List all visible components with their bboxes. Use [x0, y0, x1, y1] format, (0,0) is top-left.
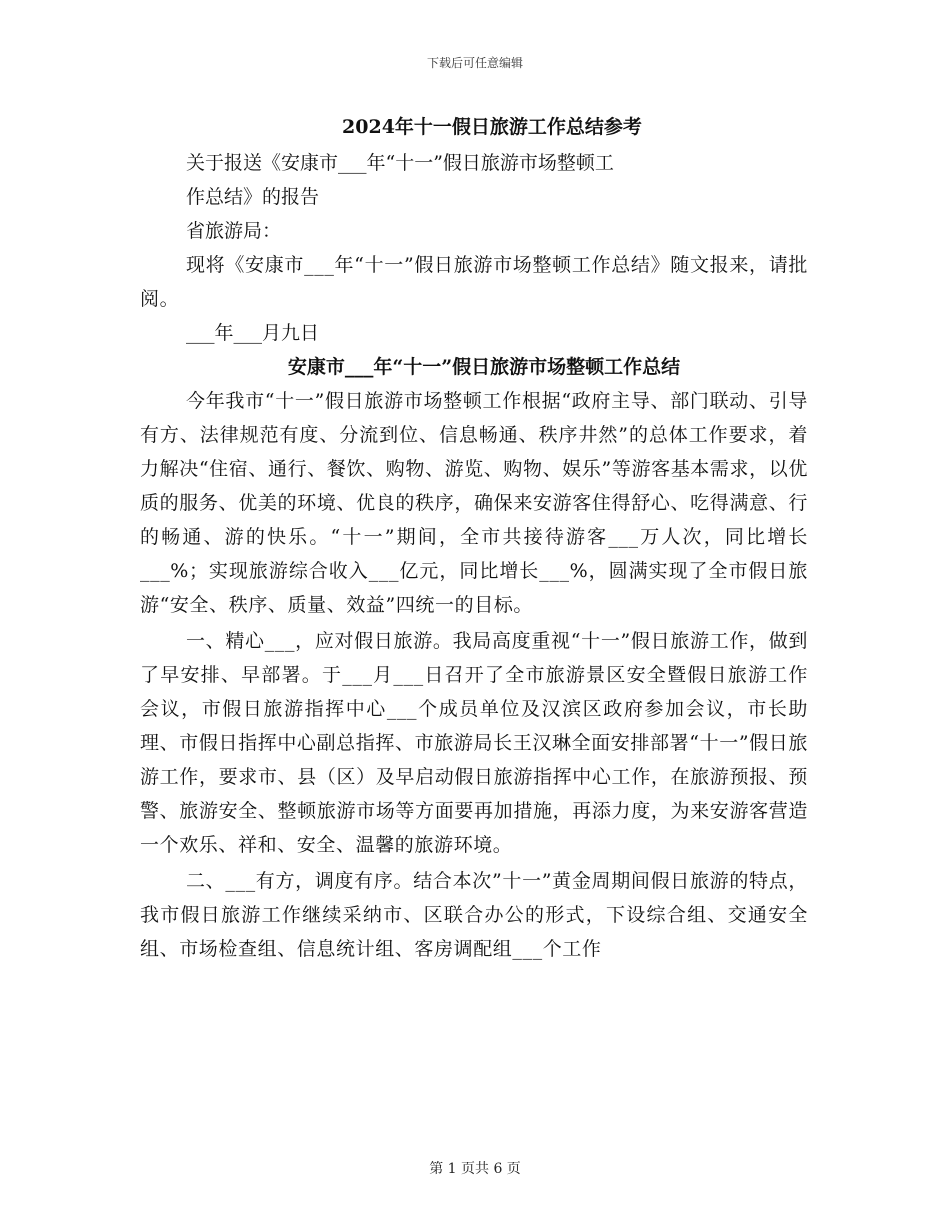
- summary-title: 安康市___年“十一”假日旅游市场整顿工作总结: [287, 356, 681, 378]
- page-header-note: 下载后可任意编辑: [426, 56, 523, 70]
- report-title-line-2: 作总结》的报告: [186, 186, 320, 208]
- document-title: 2024年十一假日旅游工作总结参考: [342, 116, 642, 138]
- body-paragraph-3: 二、___有方，调度有序。结合本次”十一”黄金周期间假日旅游的特点，我市假日旅游工作继续采纳市、区联合办公的形式，下设综合组、交通安全组、市场检查组、信息统计组、客房调配组___个工作: [140, 870, 808, 960]
- report-date: ___年___月九日: [186, 322, 320, 344]
- report-title-line-1: 关于报送《安康市___年“十一”假日旅游市场整顿工: [186, 152, 614, 174]
- body-paragraph-2: 一、精心___，应对假日旅游。我局高度重视“十一”假日旅游工作，做到了早安排、早部署。于___月___日召开了全市旅游景区安全暨假日旅游工作会议，市假日旅游指挥中心___个成员单位及汉滨区政府参加会议，市长助理、市假日指挥中心副总指挥、市旅游局长王汉琳全面安排部署“十一”假日旅游工作，要求市、县（区）及早启动假日旅游指挥中心工作，在旅游预报、预警、旅游安全、整顿旅游市场等方面要再加措施，再添力度，为来安游客营造一个欢乐、祥和、安全、温馨的旅游环境。: [140, 630, 808, 856]
- recipient: 省旅游局：: [186, 220, 282, 242]
- intro-paragraph: 现将《安康市___年“十一”假日旅游市场整顿工作总结》随文报来，请批阅。: [140, 254, 808, 310]
- body-paragraph-1: 今年我市“十一”假日旅游市场整顿工作根据“政府主导、部门联动、引导有方、法律规范有度、分流到位、信息畅通、秩序井然”的总体工作要求，着力解决“住宿、通行、餐饮、购物、游览、购物、娱乐”等游客基本需求，以优质的服务、优美的环境、优良的秩序，确保来安游客住得舒心、吃得满意、行的畅通、游的快乐。“十一”期间，全市共接待游客___万人次，同比增长___%；实现旅游综合收入___亿元，同比增长___%，圆满实现了全市假日旅游“安全、秩序、质量、效益”四统一的目标。: [140, 390, 808, 616]
- document-body: [140, 112, 808, 966]
- page-number: 第 1 页共 6 页: [429, 1161, 521, 1177]
